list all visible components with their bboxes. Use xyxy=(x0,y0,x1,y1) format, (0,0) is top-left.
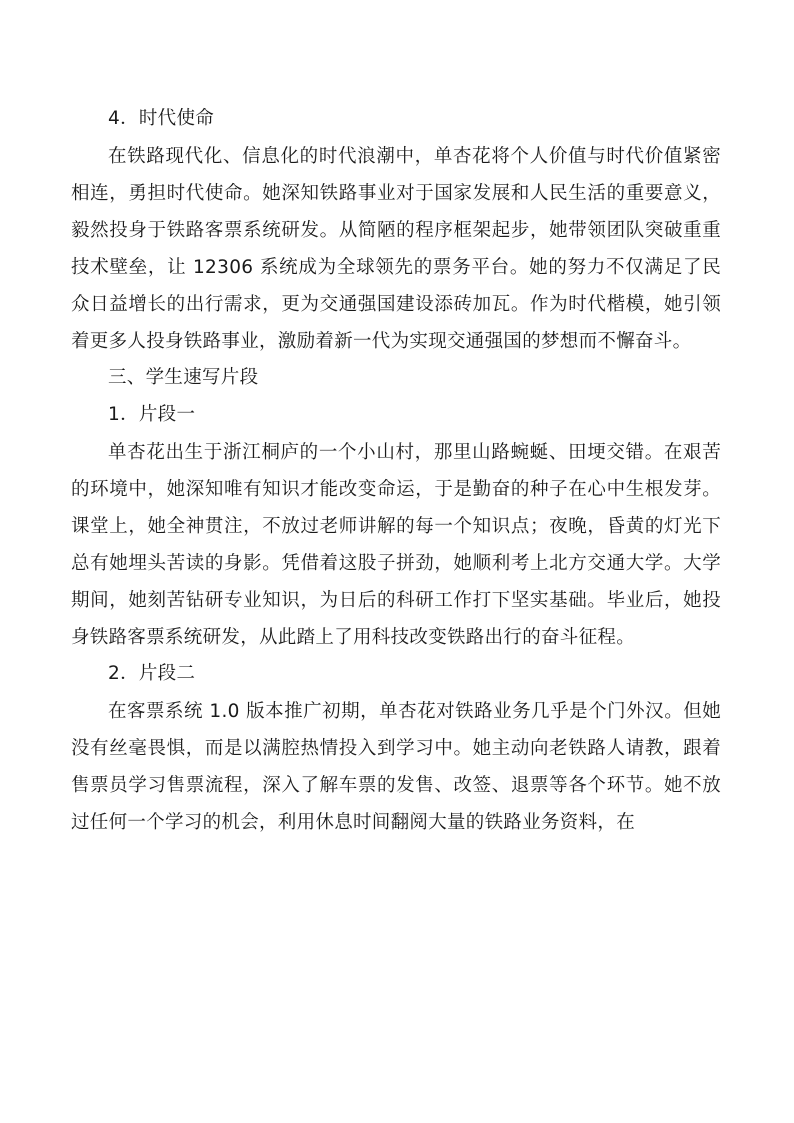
section-heading-fragment-two: 2．片段二 xyxy=(108,663,196,684)
paragraph-fragment-one: 单杏花出生于浙江桐庐的一个小山村，那里山路蜿蜒、田埂交错。在艰苦的环境中，她深知唯有知识才能改变命运，于是勤奋的种子在心中生根发芽。课堂上，她全神贯注，不放过老师讲解的每一个知识点；夜晚，昏黄的灯光下总有她埋头苦读的身影。凭借着这股子拼劲，她顺利考上北方交通大学。大学期间，她刻苦钻研专业知识，为日后的科研工作打下坚实基础。毕业后，她投身铁路客票系统研发，从此踏上了用科技改变铁路出行的奋斗征程。 xyxy=(71,442,721,648)
document-body xyxy=(71,101,721,841)
chapter-heading-student-sketches: 三、学生速写片段 xyxy=(108,367,259,388)
paragraph-era-mission: 在铁路现代化、信息化的时代浪潮中，单杏花将个人价值与时代价值紧密相连，勇担时代使命。她深知铁路事业对于国家发展和人民生活的重要意义，毅然投身于铁路客票系统研发。从简陋的程序框架起步，她带领团队突破重重技术壁垒，让 12306 系统成为全球领先的票务平台。她的努力不仅满足了民众日益增长的出行需求，更为交通强国建设添砖加瓦。作为时代楷模，她引领着更多人投身铁路事业，激励着新一代为实现交通强国的梦想而不懈奋斗。 xyxy=(71,146,721,352)
paragraph-fragment-two: 在客票系统 1.0 版本推广初期，单杏花对铁路业务几乎是个门外汉。但她没有丝毫畏惧，而是以满腔热情投入到学习中。她主动向老铁路人请教，跟着售票员学习售票流程，深入了解车票的发售、改签、退票等各个环节。她不放过任何一个学习的机会，利用休息时间翻阅大量的铁路业务资料，在 xyxy=(71,701,721,833)
section-heading-era-mission: 4．时代使命 xyxy=(108,108,215,129)
section-heading-fragment-one: 1．片段一 xyxy=(108,404,196,425)
